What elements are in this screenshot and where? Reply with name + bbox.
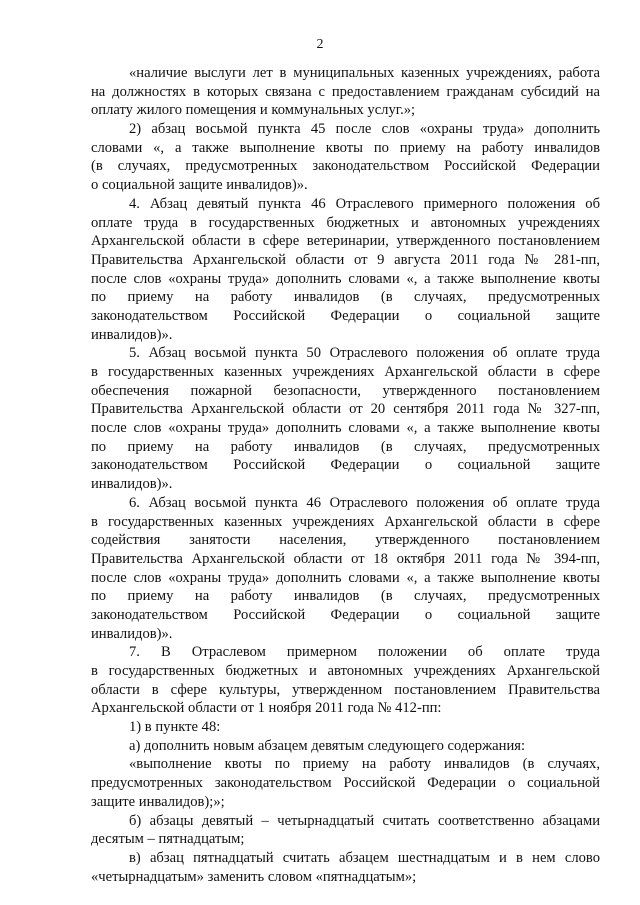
- text-line: предусмотренных законодательством Российской Федерации о социальной: [91, 775, 600, 792]
- text-line: по приему на работу инвалидов (в случаях, предусмотренных: [91, 438, 600, 455]
- text-line: оплате труда в государственных бюджетных и автономных учреждениях: [91, 214, 600, 231]
- text-line: 7. В Отраслевом примерном положении об оплате труда: [129, 644, 600, 661]
- text-line: инвалидов)».: [91, 625, 173, 642]
- text-line: инвалидов)».: [91, 326, 173, 343]
- text-line: Архангельской области в сфере ветеринарии, утвержденного постановлением: [91, 233, 600, 250]
- text-line: словами «, а также выполнение квоты по приему на работу инвалидов: [91, 139, 600, 156]
- text-line: по приему на работу инвалидов (в случаях, предусмотренных: [91, 588, 600, 605]
- text-line: в государственных бюджетных и автономных учреждениях Архангельской: [91, 663, 600, 679]
- text-line: на должностях в которых связана с предоставлением гражданам субсидий на: [91, 83, 600, 100]
- text-line: оплату жилого помещения и коммунальных услуг.»;: [91, 102, 416, 119]
- text-line: законодательством Российской Федерации о социальной защите: [91, 307, 600, 324]
- text-line: Правительства Архангельской области от 18 октября 2011 года № 394-пп,: [91, 550, 600, 567]
- text-line: а) дополнить новым абзацем девятым следующего содержания:: [129, 737, 526, 754]
- text-line: 1) в пункте 48:: [129, 719, 221, 736]
- text-line: 4. Абзац девятый пункта 46 Отраслевого примерного положения об: [129, 195, 600, 212]
- text-line: (в случаях, предусмотренных законодательством Российской Федерации: [91, 158, 600, 175]
- text-line: Правительства Архангельской области от 9 августа 2011 года № 281-пп,: [91, 251, 600, 268]
- text-line: законодательством Российской Федерации о социальной защите: [91, 457, 600, 474]
- text-line: «наличие выслуги лет в муниципальных казенных учреждениях, работа: [129, 65, 600, 81]
- text-line: области в сфере культуры, утвержденном постановлением Правительства: [91, 681, 600, 698]
- document-body: [91, 64, 600, 886]
- text-line: 2) абзац восьмой пункта 45 после слов «охраны труда» дополнить: [129, 121, 600, 138]
- text-line: десятым – пятнадцатым;: [91, 831, 245, 848]
- text-line: содействия занятости населения, утвержденного постановлением: [91, 532, 600, 549]
- text-line: б) абзацы девятый – четырнадцатый считать соответственно абзацами: [129, 812, 600, 829]
- text-line: после слов «охраны труда» дополнить словами «, а также выполнение квоты: [91, 420, 600, 437]
- text-line: Правительства Архангельской области от 20 сентября 2011 года № 327-пп,: [91, 401, 600, 418]
- text-line: после слов «охраны труда» дополнить словами «, а также выполнение квоты: [91, 569, 600, 586]
- text-line: Архангельской области от 1 ноября 2011 года № 412-пп:: [91, 700, 442, 717]
- text-line: обеспечения пожарной безопасности, утвержденного постановлением: [91, 382, 600, 399]
- text-line: защите инвалидов);»;: [91, 793, 225, 810]
- page-number: 2: [316, 37, 324, 52]
- text-line: о социальной защите инвалидов)».: [91, 177, 308, 194]
- text-line: законодательством Российской Федерации о социальной защите: [91, 606, 600, 623]
- text-line: по приему на работу инвалидов (в случаях, предусмотренных: [91, 289, 600, 306]
- text-line: в) абзац пятнадцатый считать абзацем шестнадцатым и в нем слово: [129, 849, 600, 866]
- text-line: «четырнадцатым» заменить словом «пятнадцатым»;: [91, 868, 417, 885]
- text-line: «выполнение квоты по приему на работу инвалидов (в случаях,: [129, 756, 600, 773]
- text-line: 5. Абзац восьмой пункта 50 Отраслевого положения об оплате труда: [129, 345, 600, 362]
- text-line: после слов «охраны труда» дополнить словами «, а также выполнение квоты: [91, 270, 600, 287]
- text-line: в государственных казенных учреждениях Архангельской области в сфере: [91, 364, 600, 380]
- text-line: в государственных казенных учреждениях Архангельской области в сфере: [91, 513, 600, 530]
- text-line: 6. Абзац восьмой пункта 46 Отраслевого положения об оплате труда: [129, 494, 600, 511]
- text-line: инвалидов)».: [91, 476, 173, 493]
